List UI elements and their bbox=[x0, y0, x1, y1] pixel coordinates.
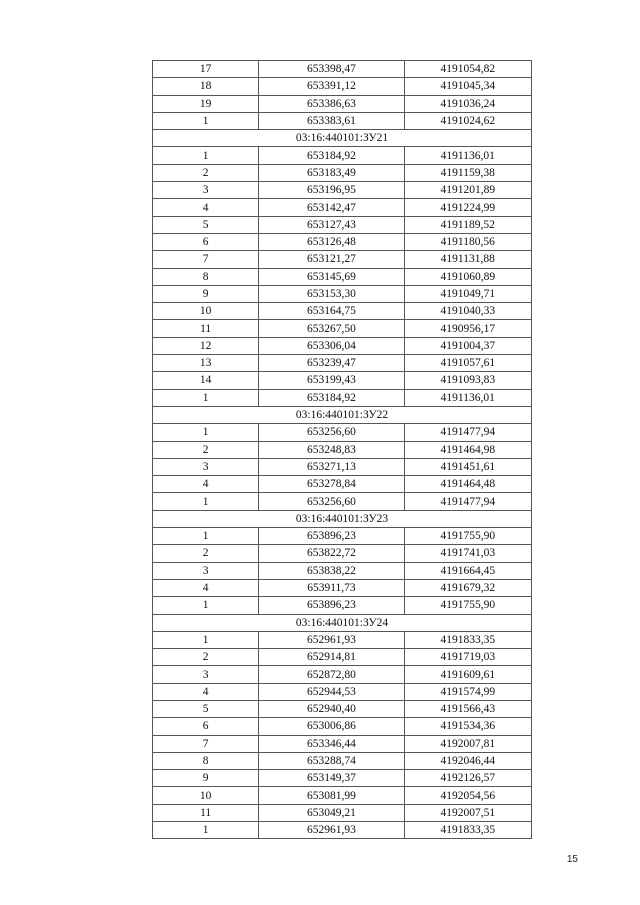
point-number-cell: 19 bbox=[153, 95, 259, 112]
x-coordinate-cell: 653199,43 bbox=[259, 372, 404, 389]
section-header-row bbox=[153, 406, 532, 423]
section-label: 03:16:440101:ЗУ21 bbox=[153, 130, 532, 147]
y-coordinate-cell: 4191093,83 bbox=[404, 372, 531, 389]
x-coordinate-cell: 653006,86 bbox=[259, 718, 404, 735]
y-coordinate-cell: 4191609,61 bbox=[404, 666, 531, 683]
point-number-cell: 1 bbox=[153, 528, 259, 545]
table-row bbox=[153, 61, 532, 78]
x-coordinate-cell: 652872,80 bbox=[259, 666, 404, 683]
page-number: 15 bbox=[566, 854, 578, 865]
table-row bbox=[153, 718, 532, 735]
point-number-cell: 7 bbox=[153, 735, 259, 752]
point-number-cell: 4 bbox=[153, 476, 259, 493]
table-row bbox=[153, 95, 532, 112]
y-coordinate-cell: 4191566,43 bbox=[404, 700, 531, 717]
x-coordinate-cell: 653398,47 bbox=[259, 61, 404, 78]
y-coordinate-cell: 4191464,98 bbox=[404, 441, 531, 458]
table-row bbox=[153, 337, 532, 354]
point-number-cell: 13 bbox=[153, 355, 259, 372]
point-number-cell: 10 bbox=[153, 787, 259, 804]
section-label: 03:16:440101:ЗУ24 bbox=[153, 614, 532, 631]
point-number-cell: 4 bbox=[153, 683, 259, 700]
y-coordinate-cell: 4191136,01 bbox=[404, 147, 531, 164]
y-coordinate-cell: 4191024,62 bbox=[404, 112, 531, 129]
table-row bbox=[153, 233, 532, 250]
table-row bbox=[153, 545, 532, 562]
section-header-row bbox=[153, 614, 532, 631]
x-coordinate-cell: 653184,92 bbox=[259, 389, 404, 406]
x-coordinate-cell: 653184,92 bbox=[259, 147, 404, 164]
y-coordinate-cell: 4191224,99 bbox=[404, 199, 531, 216]
x-coordinate-cell: 653049,21 bbox=[259, 804, 404, 821]
table-row bbox=[153, 285, 532, 302]
table-row bbox=[153, 631, 532, 648]
point-number-cell: 1 bbox=[153, 631, 259, 648]
table-row bbox=[153, 182, 532, 199]
x-coordinate-cell: 653183,49 bbox=[259, 164, 404, 181]
coordinates-table-body bbox=[153, 61, 532, 839]
table-row bbox=[153, 476, 532, 493]
point-number-cell: 5 bbox=[153, 700, 259, 717]
x-coordinate-cell: 653126,48 bbox=[259, 233, 404, 250]
table-row bbox=[153, 389, 532, 406]
x-coordinate-cell: 653127,43 bbox=[259, 216, 404, 233]
y-coordinate-cell: 4191719,03 bbox=[404, 649, 531, 666]
section-header-row bbox=[153, 510, 532, 527]
x-coordinate-cell: 653278,84 bbox=[259, 476, 404, 493]
point-number-cell: 1 bbox=[153, 493, 259, 510]
y-coordinate-cell: 4191040,33 bbox=[404, 303, 531, 320]
coordinates-table bbox=[152, 60, 532, 839]
y-coordinate-cell: 4191833,35 bbox=[404, 822, 531, 839]
point-number-cell: 7 bbox=[153, 251, 259, 268]
y-coordinate-cell: 4191180,56 bbox=[404, 233, 531, 250]
table-row bbox=[153, 649, 532, 666]
y-coordinate-cell: 4191189,52 bbox=[404, 216, 531, 233]
y-coordinate-cell: 4191741,03 bbox=[404, 545, 531, 562]
table-row bbox=[153, 320, 532, 337]
x-coordinate-cell: 653081,99 bbox=[259, 787, 404, 804]
point-number-cell: 1 bbox=[153, 424, 259, 441]
x-coordinate-cell: 653346,44 bbox=[259, 735, 404, 752]
y-coordinate-cell: 4192007,51 bbox=[404, 804, 531, 821]
point-number-cell: 1 bbox=[153, 147, 259, 164]
y-coordinate-cell: 4191755,90 bbox=[404, 528, 531, 545]
x-coordinate-cell: 652944,53 bbox=[259, 683, 404, 700]
y-coordinate-cell: 4191574,99 bbox=[404, 683, 531, 700]
point-number-cell: 11 bbox=[153, 320, 259, 337]
point-number-cell: 1 bbox=[153, 822, 259, 839]
table-row bbox=[153, 493, 532, 510]
table-row bbox=[153, 216, 532, 233]
y-coordinate-cell: 4191201,89 bbox=[404, 182, 531, 199]
x-coordinate-cell: 653239,47 bbox=[259, 355, 404, 372]
table-row bbox=[153, 372, 532, 389]
x-coordinate-cell: 653145,69 bbox=[259, 268, 404, 285]
point-number-cell: 2 bbox=[153, 649, 259, 666]
y-coordinate-cell: 4191534,36 bbox=[404, 718, 531, 735]
point-number-cell: 2 bbox=[153, 441, 259, 458]
y-coordinate-cell: 4191054,82 bbox=[404, 61, 531, 78]
y-coordinate-cell: 4192054,56 bbox=[404, 787, 531, 804]
table-row bbox=[153, 424, 532, 441]
x-coordinate-cell: 653896,23 bbox=[259, 528, 404, 545]
table-row bbox=[153, 735, 532, 752]
x-coordinate-cell: 653248,83 bbox=[259, 441, 404, 458]
y-coordinate-cell: 4190956,17 bbox=[404, 320, 531, 337]
point-number-cell: 6 bbox=[153, 233, 259, 250]
point-number-cell: 4 bbox=[153, 199, 259, 216]
table-row bbox=[153, 770, 532, 787]
x-coordinate-cell: 653153,30 bbox=[259, 285, 404, 302]
x-coordinate-cell: 652961,93 bbox=[259, 822, 404, 839]
table-row bbox=[153, 700, 532, 717]
x-coordinate-cell: 653142,47 bbox=[259, 199, 404, 216]
table-row bbox=[153, 562, 532, 579]
y-coordinate-cell: 4191136,01 bbox=[404, 389, 531, 406]
point-number-cell: 2 bbox=[153, 545, 259, 562]
y-coordinate-cell: 4191159,38 bbox=[404, 164, 531, 181]
x-coordinate-cell: 653896,23 bbox=[259, 597, 404, 614]
y-coordinate-cell: 4192046,44 bbox=[404, 752, 531, 769]
table-row bbox=[153, 528, 532, 545]
point-number-cell: 14 bbox=[153, 372, 259, 389]
section-label: 03:16:440101:ЗУ23 bbox=[153, 510, 532, 527]
x-coordinate-cell: 653256,60 bbox=[259, 493, 404, 510]
y-coordinate-cell: 4191004,37 bbox=[404, 337, 531, 354]
y-coordinate-cell: 4191036,24 bbox=[404, 95, 531, 112]
table-row bbox=[153, 597, 532, 614]
table-row bbox=[153, 251, 532, 268]
x-coordinate-cell: 652961,93 bbox=[259, 631, 404, 648]
table-row bbox=[153, 579, 532, 596]
y-coordinate-cell: 4192007,81 bbox=[404, 735, 531, 752]
point-number-cell: 12 bbox=[153, 337, 259, 354]
point-number-cell: 3 bbox=[153, 182, 259, 199]
table-row bbox=[153, 683, 532, 700]
x-coordinate-cell: 653196,95 bbox=[259, 182, 404, 199]
point-number-cell: 1 bbox=[153, 389, 259, 406]
y-coordinate-cell: 4191060,89 bbox=[404, 268, 531, 285]
x-coordinate-cell: 653288,74 bbox=[259, 752, 404, 769]
y-coordinate-cell: 4191664,45 bbox=[404, 562, 531, 579]
table-row bbox=[153, 666, 532, 683]
table-row bbox=[153, 164, 532, 181]
y-coordinate-cell: 4191477,94 bbox=[404, 493, 531, 510]
y-coordinate-cell: 4191049,71 bbox=[404, 285, 531, 302]
section-header-row bbox=[153, 130, 532, 147]
y-coordinate-cell: 4191833,35 bbox=[404, 631, 531, 648]
section-label: 03:16:440101:ЗУ22 bbox=[153, 406, 532, 423]
point-number-cell: 9 bbox=[153, 770, 259, 787]
x-coordinate-cell: 653391,12 bbox=[259, 78, 404, 95]
point-number-cell: 6 bbox=[153, 718, 259, 735]
table-row bbox=[153, 268, 532, 285]
x-coordinate-cell: 653911,73 bbox=[259, 579, 404, 596]
point-number-cell: 2 bbox=[153, 164, 259, 181]
x-coordinate-cell: 653256,60 bbox=[259, 424, 404, 441]
x-coordinate-cell: 653267,50 bbox=[259, 320, 404, 337]
y-coordinate-cell: 4191679,32 bbox=[404, 579, 531, 596]
x-coordinate-cell: 653149,37 bbox=[259, 770, 404, 787]
x-coordinate-cell: 653121,27 bbox=[259, 251, 404, 268]
point-number-cell: 4 bbox=[153, 579, 259, 596]
point-number-cell: 5 bbox=[153, 216, 259, 233]
table-row bbox=[153, 78, 532, 95]
x-coordinate-cell: 653164,75 bbox=[259, 303, 404, 320]
point-number-cell: 10 bbox=[153, 303, 259, 320]
x-coordinate-cell: 653822,72 bbox=[259, 545, 404, 562]
point-number-cell: 11 bbox=[153, 804, 259, 821]
table-row bbox=[153, 199, 532, 216]
table-row bbox=[153, 303, 532, 320]
y-coordinate-cell: 4191131,88 bbox=[404, 251, 531, 268]
table-row bbox=[153, 355, 532, 372]
point-number-cell: 8 bbox=[153, 752, 259, 769]
y-coordinate-cell: 4191477,94 bbox=[404, 424, 531, 441]
point-number-cell: 17 bbox=[153, 61, 259, 78]
y-coordinate-cell: 4191057,61 bbox=[404, 355, 531, 372]
x-coordinate-cell: 653306,04 bbox=[259, 337, 404, 354]
x-coordinate-cell: 652914,81 bbox=[259, 649, 404, 666]
x-coordinate-cell: 653386,63 bbox=[259, 95, 404, 112]
y-coordinate-cell: 4191451,61 bbox=[404, 458, 531, 475]
table-row bbox=[153, 822, 532, 839]
x-coordinate-cell: 653383,61 bbox=[259, 112, 404, 129]
y-coordinate-cell: 4191755,90 bbox=[404, 597, 531, 614]
point-number-cell: 1 bbox=[153, 112, 259, 129]
point-number-cell: 3 bbox=[153, 562, 259, 579]
x-coordinate-cell: 652940,40 bbox=[259, 700, 404, 717]
point-number-cell: 3 bbox=[153, 666, 259, 683]
table-row bbox=[153, 752, 532, 769]
point-number-cell: 18 bbox=[153, 78, 259, 95]
x-coordinate-cell: 653838,22 bbox=[259, 562, 404, 579]
x-coordinate-cell: 653271,13 bbox=[259, 458, 404, 475]
table-row bbox=[153, 804, 532, 821]
y-coordinate-cell: 4192126,57 bbox=[404, 770, 531, 787]
point-number-cell: 3 bbox=[153, 458, 259, 475]
table-row bbox=[153, 458, 532, 475]
table-row bbox=[153, 441, 532, 458]
point-number-cell: 8 bbox=[153, 268, 259, 285]
point-number-cell: 9 bbox=[153, 285, 259, 302]
table-row bbox=[153, 787, 532, 804]
table-row bbox=[153, 112, 532, 129]
point-number-cell: 1 bbox=[153, 597, 259, 614]
y-coordinate-cell: 4191464,48 bbox=[404, 476, 531, 493]
y-coordinate-cell: 4191045,34 bbox=[404, 78, 531, 95]
table-row bbox=[153, 147, 532, 164]
